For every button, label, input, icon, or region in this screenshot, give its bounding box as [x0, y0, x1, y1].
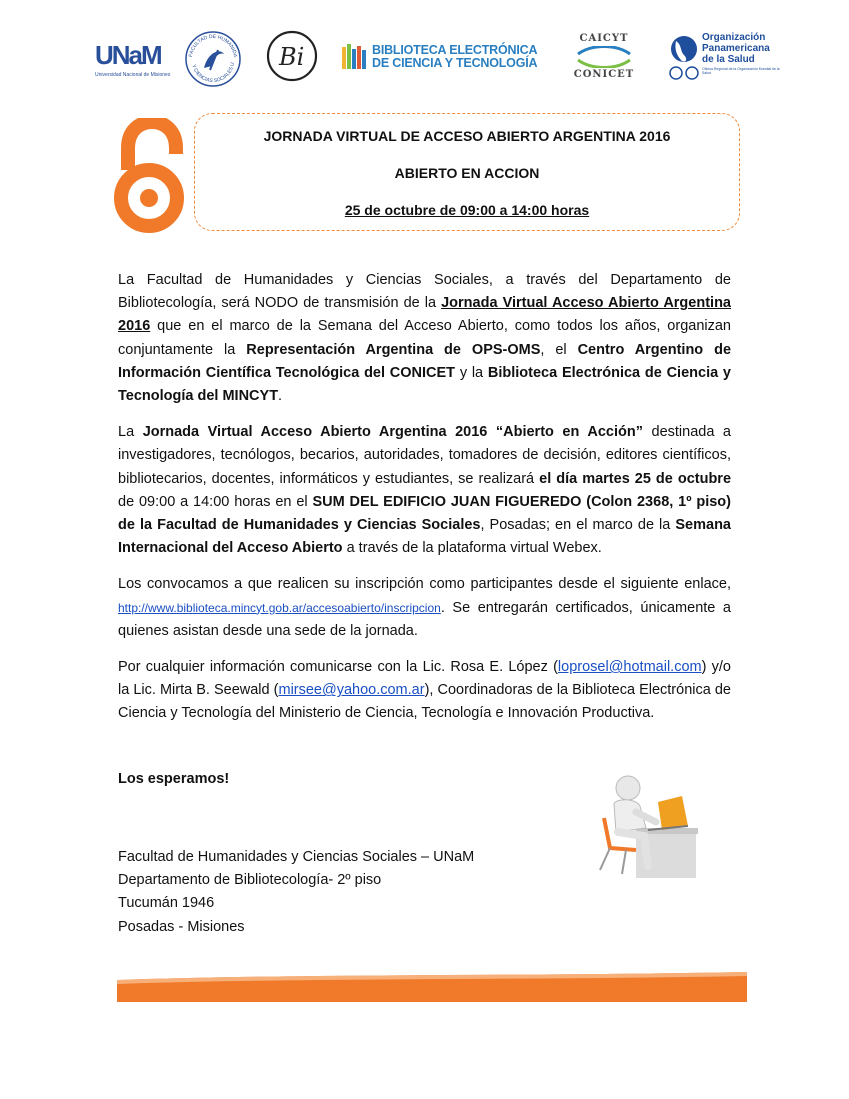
paragraph-registration	[118, 573, 731, 643]
address-line-city: Posadas - Misiones	[118, 918, 245, 935]
paragraph-intro	[118, 269, 731, 408]
open-access-lock-icon	[112, 118, 186, 236]
text: .	[278, 388, 283, 405]
email-link-lopez[interactable]: loprosel@hotmail.com	[557, 659, 702, 676]
ops-oms-bold: Representación Argentina de OPS-OMS	[246, 341, 541, 358]
body-content	[118, 269, 731, 739]
date-bold: el día martes 25 de octubre	[539, 470, 732, 487]
week-bold: Semana Internacional del Acceso Abierto	[118, 517, 731, 557]
caicyt-text: CAICYT	[579, 33, 629, 44]
unam-logo	[95, 40, 171, 80]
bi-mark-text: Bi	[279, 43, 305, 71]
event-name-bold: Jornada Virtual Acceso Abierto Argentina 2016 “Abierto en Acción”	[142, 424, 643, 441]
unam-mark	[95, 40, 161, 70]
ops-line1: Organización	[702, 32, 766, 43]
globe-icon	[668, 35, 700, 81]
text: Los convocamos a que realicen su inscripción como participantes desde el siguiente enlace,	[118, 576, 731, 593]
person-at-computer-icon	[596, 770, 700, 880]
venue-bold: SUM DEL EDIFICIO JUAN FIGUEREDO (Colon 2368, 1º piso) de la Facultad de Humanidades y Ciencias Sociales	[118, 493, 731, 534]
facultad-logo	[184, 30, 242, 88]
text: destinada a investigadores, tecnólogos, becarios, autoridades, tomadores de decisión, editores científicos, bibliotecarios, docentes, informáticos y estudiantes, se realizará	[118, 424, 731, 487]
unam-subtitle: Universidad Nacional de Misiones	[95, 72, 171, 78]
text: , el	[540, 341, 578, 358]
address-line-street: Tucumán 1946	[118, 895, 215, 912]
event-header-box	[194, 113, 740, 231]
ops-line3: de la Salud	[702, 54, 755, 65]
event-name-bold: Jornada Virtual Acceso Abierto Argentina 2016	[118, 295, 731, 335]
text: que en el marco de la Semana del Acceso Abierto, como todos los años, organizan conjuntamente la	[118, 318, 731, 358]
paragraph-details	[118, 421, 731, 560]
address-block	[118, 846, 474, 939]
conicet-text: CONICET	[573, 69, 635, 80]
facultad-arc-top: FACULTAD DE HUMANIDA	[188, 33, 238, 58]
closing-text: Los esperamos!	[118, 771, 230, 787]
books-icon	[342, 44, 370, 70]
text: de 09:00 a 14:00 horas en el	[118, 493, 313, 510]
biblioteca-line2: DE CIENCIA Y TECNOLOGÍA	[372, 56, 538, 70]
text: Por cualquier información comunicarse con la Lic. Rosa E. López (	[118, 659, 558, 676]
biblioteca-electronica-logo	[342, 43, 552, 71]
text: La	[118, 424, 143, 441]
text: y la	[455, 364, 488, 381]
mincyt-bold: Biblioteca Electrónica de Ciencia y Tecnología del MINCYT	[118, 364, 731, 405]
text: ), Coordinadoras de la Biblioteca Electrónica de Ciencia y Tecnología del Ministerio de Ciencia, Tecnología e Innovación Productiva.	[118, 682, 731, 722]
event-subtitle: ABIERTO EN ACCION	[394, 165, 540, 181]
biblioteca-line1: BIBLIOTECA ELECTRÓNICA	[372, 43, 538, 57]
facultad-arc-bottom: Y CIENCIAS SOCIALES U	[190, 62, 236, 85]
conicet-bold: Centro Argentino de Información Científica Tecnológica del CONICET	[118, 341, 732, 381]
ops-logo	[668, 33, 788, 83]
unam-mark-text: UNaM	[95, 40, 161, 70]
email-link-seewald[interactable]: mirsee@yahoo.com.ar	[278, 682, 425, 699]
text: a través de la plataforma virtual Webex.	[342, 540, 602, 557]
event-date: 25 de octubre de 09:00 a 14:00 horas	[344, 202, 590, 218]
ops-line2: Panamericana	[702, 43, 770, 54]
text: . Se entregarán certificados, únicamente a quienes asistan desde una sede de la jornada.	[118, 599, 731, 639]
text: , Posadas; en el marco de la	[480, 517, 676, 534]
footer-orange-band	[117, 972, 747, 1002]
caicyt-conicet-logo	[572, 33, 636, 83]
address-line-departamento: Departamento de Bibliotecología- 2º piso	[118, 872, 382, 889]
event-title: JORNADA VIRTUAL DE ACCESO ABIERTO ARGENTINA 2016	[263, 128, 671, 144]
text: ) y/o la Lic. Mirta B. Seewald (	[118, 659, 731, 699]
paragraph-contact	[118, 656, 731, 726]
bi-logo	[266, 30, 318, 82]
registration-link[interactable]: http://www.biblioteca.mincyt.gob.ar/accesoabierto/inscripcion	[118, 600, 441, 615]
ops-small-text: Oficina Regional de la Organización Mundial de la Salud	[702, 67, 780, 75]
caicyt-swoosh-icon	[576, 46, 632, 68]
text: La Facultad de Humanidades y Ciencias Sociales, a través del Departamento de Bibliotecología, será NODO de transmisión de la	[118, 272, 731, 312]
address-line-facultad: Facultad de Humanidades y Ciencias Sociales – UNaM	[118, 849, 475, 865]
